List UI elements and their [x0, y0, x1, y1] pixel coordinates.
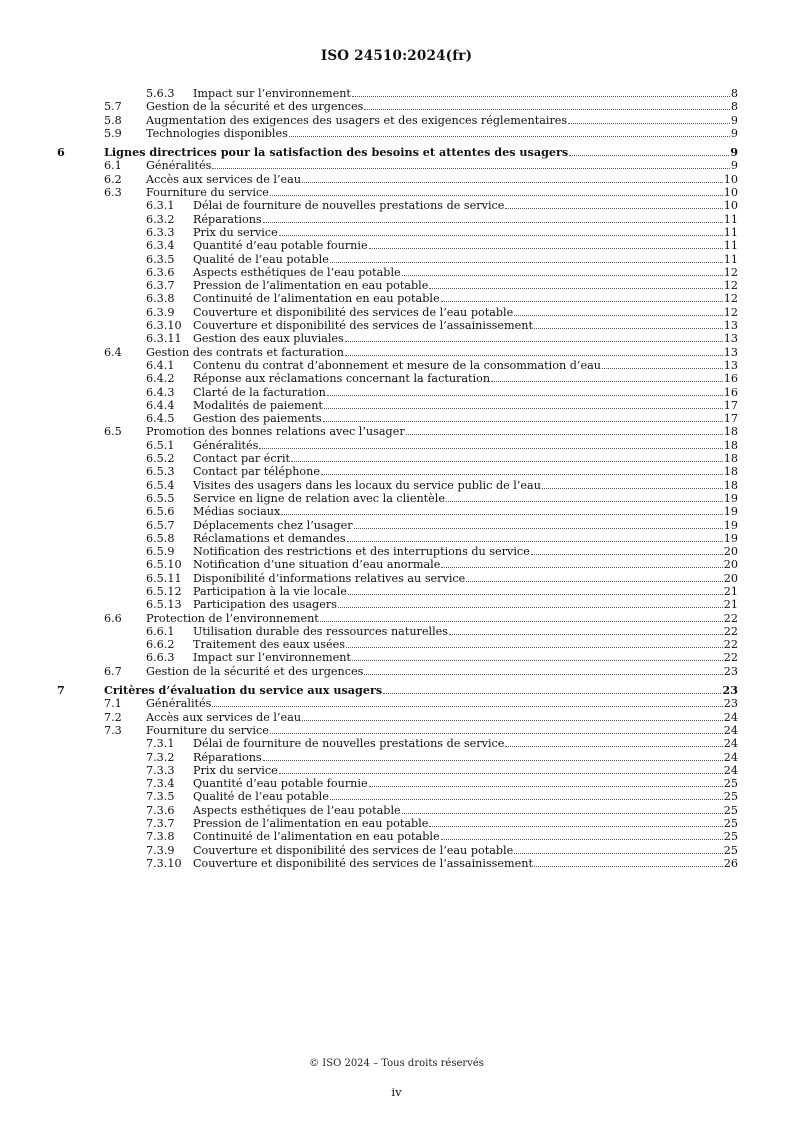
- toc-entry-title: Gestion des paiements: [193, 412, 322, 426]
- toc-entry-title: Généralités: [146, 697, 212, 711]
- dot-leader: [302, 720, 723, 721]
- toc-entry-page: 17: [723, 412, 738, 426]
- toc-entry-page: 10: [723, 172, 738, 186]
- toc-entry-number: 5.6.3: [146, 87, 175, 100]
- toc-entry-title: Généralités: [193, 438, 259, 452]
- toc-entry-title: Quantité d’eau potable fournie: [193, 239, 368, 253]
- toc-entry-title: Impact sur l’environnement: [193, 651, 351, 665]
- toc-entry-number: 6.3.3: [146, 225, 175, 239]
- toc-entry[interactable]: [0, 386, 793, 399]
- toc-entry-page: 12: [723, 279, 738, 293]
- toc-entry[interactable]: [0, 159, 793, 172]
- dot-leader: [212, 706, 722, 707]
- toc-entry-page: 24: [723, 723, 738, 737]
- toc-entry-page: 18: [723, 465, 738, 479]
- toc-entry-number: 6.5.4: [146, 478, 175, 492]
- toc-entry[interactable]: [0, 127, 793, 140]
- toc-entry-title: Réclamations et demandes: [193, 531, 346, 545]
- dot-leader: [352, 660, 723, 661]
- dot-leader: [505, 746, 722, 747]
- toc-entry-number: 6.1: [104, 159, 122, 173]
- toc-entry-page: 8: [730, 100, 738, 114]
- toc-entry[interactable]: [0, 598, 793, 611]
- dot-leader: [531, 554, 723, 555]
- toc-entry-number: 5.9: [104, 126, 122, 140]
- toc-entry-number: 7.3.3: [146, 763, 175, 777]
- dot-leader: [449, 634, 723, 635]
- toc-entry-title: Participation à la vie locale: [193, 584, 347, 598]
- toc-entry-title: Réponse aux réclamations concernant la facturation: [193, 372, 491, 386]
- toc-entry-page: 22: [723, 611, 738, 625]
- dot-leader: [320, 621, 723, 622]
- toc-entry-number: 6.3.5: [146, 252, 175, 266]
- toc-entry-title: Traitement des eaux usées: [193, 638, 346, 652]
- dot-leader: [534, 866, 723, 867]
- toc-entry-page: 20: [723, 545, 738, 559]
- toc-entry-page: 18: [723, 425, 738, 439]
- toc-entry-page: 20: [723, 571, 738, 585]
- toc-entry[interactable]: [0, 425, 793, 438]
- toc-chapter[interactable]: [0, 146, 793, 159]
- toc-entry[interactable]: [0, 226, 793, 239]
- toc-entry-page: 24: [723, 737, 738, 751]
- toc-entry-number: 6.3.7: [146, 279, 175, 293]
- toc-entry[interactable]: [0, 505, 793, 518]
- toc-entry-title: Clarté de la facturation: [193, 385, 326, 399]
- toc-entry-title: Couverture et disponibilité des services de l’assainissement: [193, 856, 533, 870]
- toc-entry-number: 7.3.4: [146, 777, 175, 791]
- toc-entry-number: 6: [57, 145, 65, 160]
- dot-leader: [602, 368, 723, 369]
- toc-entry-title: Augmentation des exigences des usagers et des exigences réglementaires: [146, 113, 568, 127]
- toc-entry[interactable]: [0, 857, 793, 870]
- dot-leader: [446, 501, 723, 502]
- toc-entry-title: Gestion de la sécurité et des urgences: [146, 100, 364, 114]
- toc-entry-page: 22: [723, 638, 738, 652]
- toc-entry-page: 21: [723, 598, 738, 612]
- toc-entry-title: Gestion des contrats et facturation: [146, 345, 344, 359]
- dot-leader: [514, 853, 723, 854]
- toc-entry-page: 23: [722, 683, 738, 698]
- toc-entry-number: 5.7: [104, 100, 122, 114]
- toc-entry-page: 24: [723, 710, 738, 724]
- toc-entry-title: Fourniture du service: [146, 186, 269, 200]
- toc-entry[interactable]: [0, 332, 793, 345]
- toc-entry-title: Impact sur l’environnement: [193, 87, 351, 100]
- toc-entry[interactable]: [0, 545, 793, 558]
- toc-entry-page: 26: [723, 856, 738, 870]
- page-number: iv: [391, 1085, 402, 1099]
- dot-leader: [364, 109, 730, 110]
- dot-leader: [569, 155, 729, 156]
- toc-entry-number: 6.5.13: [146, 598, 182, 612]
- dot-leader: [466, 581, 722, 582]
- toc-entry-page: 9: [730, 145, 738, 160]
- toc-entry[interactable]: [0, 737, 793, 750]
- toc-entry-title: Quantité d’eau potable fournie: [193, 777, 368, 791]
- toc-entry[interactable]: [0, 479, 793, 492]
- dot-leader: [383, 693, 721, 694]
- toc-entry-page: 25: [723, 803, 738, 817]
- toc-entry-number: 6.5.5: [146, 491, 175, 505]
- dot-leader: [346, 647, 723, 648]
- toc-entry-title: Contact par téléphone: [193, 465, 320, 479]
- dot-leader: [302, 182, 723, 183]
- toc-entry-number: 6.7: [104, 664, 122, 678]
- toc-entry-page: 25: [723, 777, 738, 791]
- toc-entry-page: 11: [723, 212, 738, 226]
- toc-entry[interactable]: [0, 585, 793, 598]
- toc-entry-title: Technologies disponibles: [146, 126, 288, 140]
- toc-entry-page: 22: [723, 651, 738, 665]
- toc-entry-page: 25: [723, 817, 738, 831]
- toc-entry[interactable]: [0, 492, 793, 505]
- dot-leader: [429, 826, 722, 827]
- toc-entry-title: Aspects esthétiques de l’eau potable: [193, 803, 401, 817]
- dot-leader: [364, 674, 722, 675]
- toc-entry-number: 6.5.3: [146, 465, 175, 479]
- toc-entry[interactable]: [0, 724, 793, 737]
- toc-entry-title: Visites des usagers dans les locaux du service public de l’eau: [193, 478, 541, 492]
- toc-entry[interactable]: [0, 266, 793, 279]
- toc-entry-title: Accès aux services de l’eau: [146, 710, 302, 724]
- toc-entry-page: 10: [723, 186, 738, 200]
- toc-entry-title: Modalités de paiement: [193, 398, 323, 412]
- toc-entry-title: Qualité de l’eau potable: [193, 252, 329, 266]
- toc-entry-page: 19: [723, 518, 738, 532]
- dot-leader: [534, 328, 723, 329]
- toc-entry-page: 24: [723, 763, 738, 777]
- toc-entry-page: 19: [723, 531, 738, 545]
- toc-entry[interactable]: [0, 253, 793, 266]
- toc-entry-number: 6.4.4: [146, 398, 175, 412]
- toc-entry-title: Notification des restrictions et des interruptions du service: [193, 545, 530, 559]
- toc-entry[interactable]: [0, 817, 793, 830]
- table-of-contents: [0, 87, 793, 870]
- dot-leader: [348, 594, 723, 595]
- dot-leader: [491, 381, 723, 382]
- toc-entry-number: 6.5.1: [146, 438, 175, 452]
- toc-entry-number: 6.4.3: [146, 385, 175, 399]
- toc-entry-page: 25: [723, 830, 738, 844]
- dot-leader: [281, 514, 722, 515]
- dot-leader: [347, 541, 723, 542]
- dot-leader: [263, 760, 723, 761]
- toc-entry-page: 23: [723, 664, 738, 678]
- toc-entry-title: Délai de fourniture de nouvelles prestations de service: [193, 199, 505, 213]
- toc-entry-title: Fourniture du service: [146, 723, 269, 737]
- toc-entry-page: 12: [723, 305, 738, 319]
- toc-entry-page: 11: [723, 225, 738, 239]
- toc-entry-page: 23: [723, 697, 738, 711]
- dot-leader: [568, 123, 730, 124]
- dot-leader: [369, 248, 723, 249]
- toc-entry-number: 7.3.8: [146, 830, 175, 844]
- toc-entry-number: 7.3.6: [146, 803, 175, 817]
- dot-leader: [289, 136, 730, 137]
- dot-leader: [279, 235, 723, 236]
- toc-entry-page: 22: [723, 624, 738, 638]
- toc-entry-page: 21: [723, 584, 738, 598]
- toc-entry-title: Pression de l’alimentation en eau potable: [193, 279, 429, 293]
- toc-entry[interactable]: [0, 372, 793, 385]
- toc-entry[interactable]: [0, 651, 793, 664]
- dot-leader: [441, 301, 723, 302]
- toc-entry-number: 7: [57, 683, 65, 698]
- toc-entry[interactable]: [0, 452, 793, 465]
- dot-leader: [324, 408, 723, 409]
- toc-entry[interactable]: [0, 199, 793, 212]
- toc-entry-number: 7.3: [104, 723, 122, 737]
- toc-entry-number: 6.3.11: [146, 332, 182, 346]
- dot-leader: [402, 813, 723, 814]
- toc-entry-number: 6.3: [104, 186, 122, 200]
- toc-entry-title: Déplacements chez l’usager: [193, 518, 353, 532]
- dot-leader: [514, 315, 723, 316]
- toc-entry-number: 7.3.9: [146, 843, 175, 857]
- dot-leader: [323, 421, 723, 422]
- toc-entry-title: Continuité de l’alimentation en eau potable: [193, 830, 440, 844]
- toc-entry-page: 18: [723, 452, 738, 466]
- toc-entry-number: 6.5.7: [146, 518, 175, 532]
- toc-entry-number: 6.4: [104, 345, 122, 359]
- toc-entry[interactable]: [0, 830, 793, 843]
- toc-entry[interactable]: [0, 306, 793, 319]
- dot-leader: [352, 96, 730, 97]
- toc-entry-title: Promotion des bonnes relations avec l’usager: [146, 425, 405, 439]
- document-header: ISO 24510:2024(fr): [320, 48, 473, 64]
- toc-entry-page: 12: [723, 292, 738, 306]
- dot-leader: [327, 395, 723, 396]
- toc-entry-number: 6.3.10: [146, 319, 182, 333]
- dot-leader: [263, 222, 723, 223]
- toc-entry-title: Couverture et disponibilité des services de l’eau potable: [193, 305, 514, 319]
- dot-leader: [270, 733, 723, 734]
- toc-entry[interactable]: [0, 804, 793, 817]
- toc-entry-page: 11: [723, 239, 738, 253]
- toc-entry[interactable]: [0, 399, 793, 412]
- toc-chapter[interactable]: [0, 684, 793, 697]
- toc-entry-title: Contenu du contrat d’abonnement et mesure de la consommation d’eau: [193, 358, 601, 372]
- toc-entry-number: 6.5.10: [146, 558, 182, 572]
- toc-entry-page: 19: [723, 505, 738, 519]
- toc-entry-number: 6.5.8: [146, 531, 175, 545]
- toc-entry-number: 6.6.2: [146, 638, 175, 652]
- toc-entry[interactable]: [0, 532, 793, 545]
- toc-entry-number: 6.5.2: [146, 452, 175, 466]
- toc-entry-title: Couverture et disponibilité des services de l’eau potable: [193, 843, 514, 857]
- dot-leader: [270, 195, 723, 196]
- dot-leader: [429, 288, 722, 289]
- toc-entry-page: 16: [723, 385, 738, 399]
- toc-entry[interactable]: [0, 777, 793, 790]
- toc-entry[interactable]: [0, 100, 793, 113]
- toc-entry-page: 20: [723, 558, 738, 572]
- toc-entry-page: 11: [723, 252, 738, 266]
- toc-entry[interactable]: [0, 844, 793, 857]
- toc-entry[interactable]: [0, 87, 793, 100]
- toc-entry[interactable]: [0, 173, 793, 186]
- toc-entry-number: 6.6.1: [146, 624, 175, 638]
- toc-entry-number: 7.2: [104, 710, 122, 724]
- toc-entry-number: 6.4.2: [146, 372, 175, 386]
- toc-entry-page: 17: [723, 398, 738, 412]
- toc-entry-number: 7.3.2: [146, 750, 175, 764]
- dot-leader: [330, 799, 723, 800]
- toc-entry-title: Délai de fourniture de nouvelles prestations de service: [193, 737, 505, 751]
- toc-entry-page: 13: [723, 358, 738, 372]
- toc-entry-number: 6.6.3: [146, 651, 175, 665]
- toc-entry-title: Pression de l’alimentation en eau potable: [193, 817, 429, 831]
- dot-leader: [321, 474, 723, 475]
- toc-entry-number: 6.3.9: [146, 305, 175, 319]
- dot-leader: [402, 275, 723, 276]
- toc-entry-page: 25: [723, 843, 738, 857]
- toc-entry-number: 6.3.4: [146, 239, 175, 253]
- toc-entry-number: 7.3.5: [146, 790, 175, 804]
- toc-entry[interactable]: [0, 519, 793, 532]
- dot-leader: [505, 208, 722, 209]
- toc-entry[interactable]: [0, 239, 793, 252]
- toc-entry-title: Qualité de l’eau potable: [193, 790, 329, 804]
- toc-entry-number: 6.4.1: [146, 358, 175, 372]
- toc-entry[interactable]: [0, 279, 793, 292]
- toc-entry[interactable]: [0, 697, 793, 710]
- toc-entry[interactable]: [0, 711, 793, 724]
- toc-entry-title: Gestion de la sécurité et des urgences: [146, 664, 364, 678]
- toc-entry[interactable]: [0, 751, 793, 764]
- toc-entry[interactable]: [0, 346, 793, 359]
- toc-entry-page: 9: [730, 113, 738, 127]
- toc-entry-title: Participation des usagers: [193, 598, 337, 612]
- toc-entry-number: 7.3.7: [146, 817, 175, 831]
- toc-entry-title: Médias sociaux: [193, 505, 281, 519]
- toc-entry-title: Notification d’une situation d’eau anormale: [193, 558, 441, 572]
- toc-entry[interactable]: [0, 213, 793, 226]
- toc-entry-number: 5.8: [104, 113, 122, 127]
- toc-entry[interactable]: [0, 612, 793, 625]
- toc-entry-number: 6.5.6: [146, 505, 175, 519]
- toc-entry-title: Critères d’évaluation du service aux usagers: [104, 683, 383, 698]
- dot-leader: [330, 262, 723, 263]
- toc-entry-page: 10: [723, 199, 738, 213]
- toc-entry-page: 8: [730, 87, 738, 100]
- toc-entry-title: Contact par écrit: [193, 452, 291, 466]
- toc-entry[interactable]: [0, 572, 793, 585]
- toc-entry-page: 18: [723, 438, 738, 452]
- toc-entry[interactable]: [0, 764, 793, 777]
- dot-leader: [542, 488, 723, 489]
- dot-leader: [441, 567, 722, 568]
- toc-entry-title: Prix du service: [193, 225, 278, 239]
- dot-leader: [345, 341, 723, 342]
- toc-entry[interactable]: [0, 186, 793, 199]
- toc-entry-page: 25: [723, 790, 738, 804]
- dot-leader: [291, 461, 723, 462]
- dot-leader: [406, 434, 723, 435]
- toc-entry-page: 9: [730, 159, 738, 173]
- toc-entry-title: Réparations: [193, 750, 262, 764]
- dot-leader: [345, 355, 723, 356]
- toc-entry-number: 7.3.10: [146, 856, 182, 870]
- toc-entry-number: 6.6: [104, 611, 122, 625]
- toc-entry[interactable]: [0, 439, 793, 452]
- toc-entry[interactable]: [0, 638, 793, 651]
- toc-entry[interactable]: [0, 319, 793, 332]
- toc-entry-number: 6.5: [104, 425, 122, 439]
- toc-entry[interactable]: [0, 790, 793, 803]
- toc-entry-title: Utilisation durable des ressources naturelles: [193, 624, 449, 638]
- toc-entry-title: Aspects esthétiques de l’eau potable: [193, 265, 401, 279]
- toc-entry-title: Continuité de l’alimentation en eau potable: [193, 292, 440, 306]
- toc-entry[interactable]: [0, 114, 793, 127]
- toc-entry-title: Service en ligne de relation avec la clientèle: [193, 491, 445, 505]
- toc-entry-title: Lignes directrices pour la satisfaction des besoins et attentes des usagers: [104, 145, 569, 160]
- toc-entry-title: Couverture et disponibilité des services de l’assainissement: [193, 319, 533, 333]
- toc-entry-title: Généralités: [146, 159, 212, 173]
- toc-entry-page: 18: [723, 478, 738, 492]
- dot-leader: [212, 168, 729, 169]
- toc-entry-number: 7.3.1: [146, 737, 175, 751]
- toc-entry-page: 19: [723, 491, 738, 505]
- toc-entry-page: 24: [723, 750, 738, 764]
- toc-entry-number: 6.3.8: [146, 292, 175, 306]
- toc-entry-title: Gestion des eaux pluviales: [193, 332, 344, 346]
- toc-entry-number: 6.5.11: [146, 571, 182, 585]
- toc-entry-number: 6.3.2: [146, 212, 175, 226]
- dot-leader: [441, 839, 723, 840]
- toc-entry-title: Prix du service: [193, 763, 278, 777]
- dot-leader: [338, 607, 723, 608]
- dot-leader: [354, 528, 723, 529]
- copyright-footer: © ISO 2024 – Tous droits réservés: [309, 1058, 484, 1069]
- toc-entry-title: Accès aux services de l’eau: [146, 172, 302, 186]
- toc-entry-number: 6.2: [104, 172, 122, 186]
- dot-leader: [259, 448, 722, 449]
- toc-entry-title: Disponibilité d’informations relatives au service: [193, 571, 466, 585]
- toc-entry-page: 16: [723, 372, 738, 386]
- dot-leader: [369, 786, 723, 787]
- toc-entry-page: 9: [730, 126, 738, 140]
- toc-entry[interactable]: [0, 412, 793, 425]
- toc-entry-page: 13: [723, 345, 738, 359]
- toc-entry-number: 6.4.5: [146, 412, 175, 426]
- toc-entry-number: 6.5.9: [146, 545, 175, 559]
- toc-entry[interactable]: [0, 625, 793, 638]
- toc-entry-title: Protection de l’environnement: [146, 611, 319, 625]
- toc-entry[interactable]: [0, 465, 793, 478]
- toc-entry[interactable]: [0, 292, 793, 305]
- toc-entry-page: 12: [723, 265, 738, 279]
- toc-entry-number: 6.3.6: [146, 265, 175, 279]
- toc-entry-number: 7.1: [104, 697, 122, 711]
- dot-leader: [279, 773, 723, 774]
- toc-entry-number: 6.5.12: [146, 584, 182, 598]
- toc-entry[interactable]: [0, 665, 793, 678]
- toc-entry-page: 13: [723, 319, 738, 333]
- toc-entry-page: 13: [723, 332, 738, 346]
- toc-entry[interactable]: [0, 558, 793, 571]
- toc-entry[interactable]: [0, 359, 793, 372]
- toc-entry-title: Réparations: [193, 212, 262, 226]
- toc-entry-number: 6.3.1: [146, 199, 175, 213]
